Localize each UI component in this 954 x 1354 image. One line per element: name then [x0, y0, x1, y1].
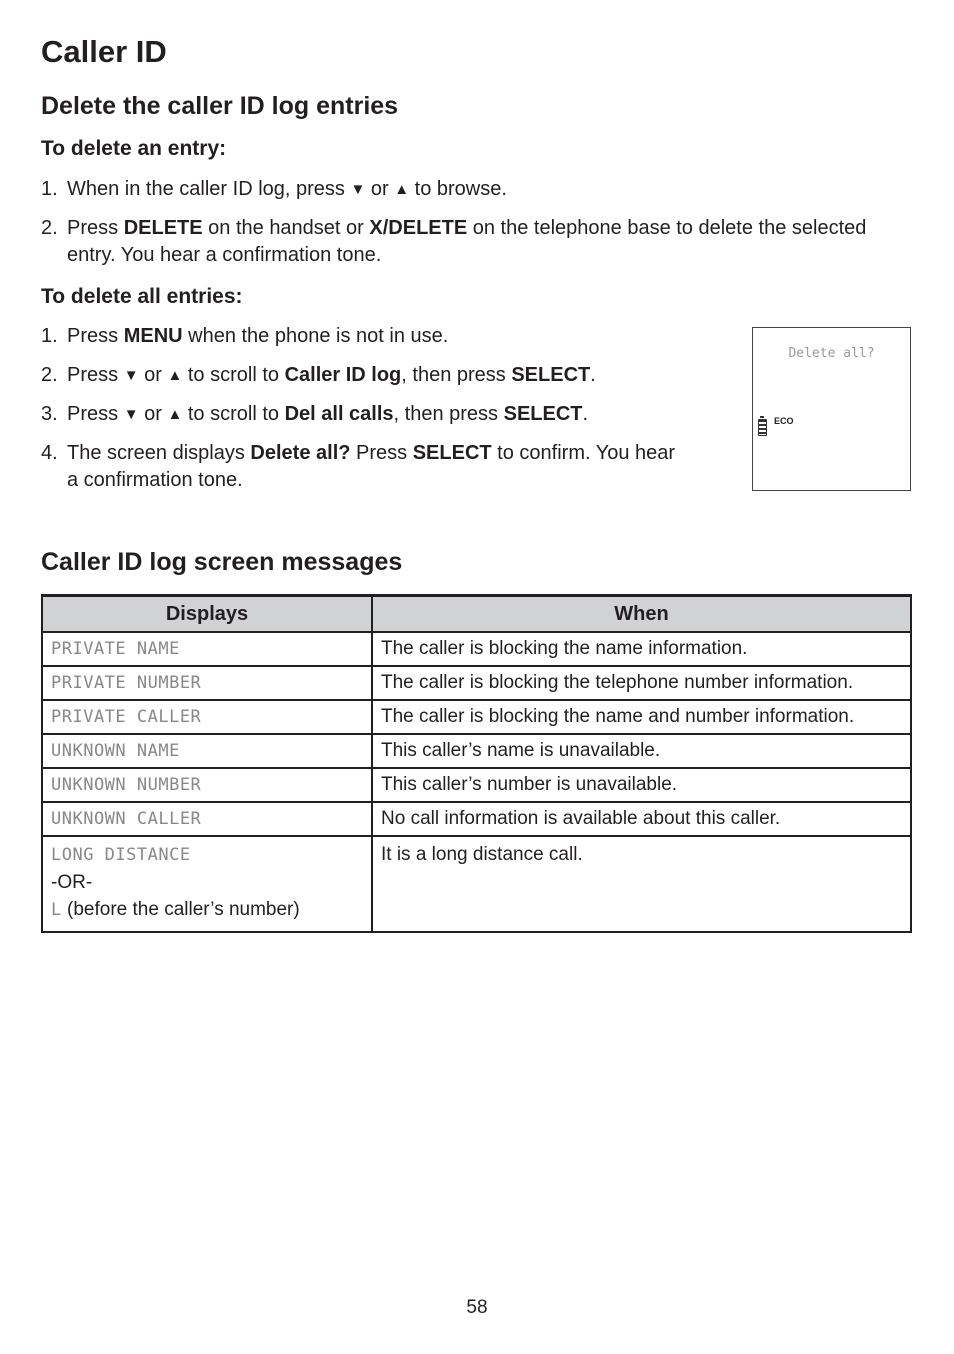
when-cell: The caller is blocking the name and number information.	[372, 700, 911, 734]
column-header-when: When	[372, 596, 911, 633]
step-number: 2.	[41, 364, 58, 386]
step	[41, 215, 901, 269]
key-term: Del all calls	[284, 403, 394, 425]
step-text-segment: Press	[350, 442, 413, 464]
step-text-segment: Press	[67, 325, 124, 347]
step-text-segment: or	[138, 364, 168, 386]
step-text	[67, 362, 721, 390]
eco-indicator: ECO	[774, 416, 794, 426]
display-text: LONG DISTANCE	[51, 845, 191, 865]
step	[41, 401, 721, 429]
long-distance-char: L	[51, 900, 62, 920]
key-term: Caller ID log	[284, 364, 402, 386]
arrow-down-icon: ▼	[123, 367, 139, 384]
step-text-segment: when the phone is not in use.	[182, 325, 449, 347]
table-row	[42, 836, 911, 932]
arrow-up-icon: ▲	[167, 406, 183, 423]
display-text: UNKNOWN NUMBER	[51, 775, 202, 795]
step-text-segment: on the telephone base to delete the selected entry. You hear a confirmation tone.	[67, 217, 867, 266]
step-text	[67, 401, 721, 429]
display-cell	[42, 836, 372, 932]
display-cell	[42, 666, 372, 700]
arrow-down-icon: ▼	[350, 181, 366, 198]
column-header-displays: Displays	[42, 596, 372, 633]
display-cell	[42, 700, 372, 734]
key-term: Delete all?	[250, 442, 351, 464]
step-text-segment: Press	[67, 217, 124, 239]
screen-text: Delete all?	[788, 346, 875, 361]
section-heading-messages: Caller ID log screen messages	[41, 548, 403, 576]
step-number: 1.	[41, 178, 58, 200]
page-number: 58	[466, 1297, 488, 1318]
step-text	[67, 176, 901, 204]
long-distance-note: (before the caller’s number)	[67, 899, 300, 920]
step-text	[67, 440, 681, 494]
or-text: -OR-	[51, 872, 93, 893]
table-row	[42, 632, 911, 666]
step-text	[67, 323, 721, 350]
when-cell: The caller is blocking the name information.	[372, 632, 911, 666]
display-cell	[42, 734, 372, 768]
table-row	[42, 666, 911, 700]
display-text: PRIVATE CALLER	[51, 707, 202, 727]
table-row	[42, 734, 911, 768]
display-cell	[42, 802, 372, 836]
display-cell	[42, 768, 372, 802]
key-term: SELECT	[412, 442, 492, 464]
display-text: UNKNOWN NAME	[51, 741, 180, 761]
step-number: 2.	[41, 217, 58, 239]
step-text-segment: Press	[67, 403, 124, 425]
step-text-segment: When in the caller ID log, press	[67, 178, 351, 200]
table-row	[42, 768, 911, 802]
step-text-segment: The screen displays	[67, 442, 251, 464]
section-heading-delete: Delete the caller ID log entries	[41, 92, 399, 120]
step-number: 1.	[41, 325, 58, 347]
table-row	[42, 802, 911, 836]
step-text-segment: to confirm. You hear a confirmation tone.	[67, 442, 676, 491]
step	[41, 440, 681, 494]
step-text-segment: .	[582, 403, 589, 425]
step-text-segment: or	[138, 403, 168, 425]
step-text-segment: .	[590, 364, 596, 386]
step-text-segment: Press	[67, 364, 124, 386]
page-title: Caller ID	[41, 34, 167, 69]
step-text-segment: , then press	[393, 403, 504, 425]
messages-table	[41, 594, 912, 933]
key-term: SELECT	[503, 403, 583, 425]
display-text: UNKNOWN CALLER	[51, 809, 202, 829]
when-cell: No call information is available about this caller.	[372, 802, 911, 836]
table-row	[42, 700, 911, 734]
battery-icon	[758, 419, 767, 436]
step-number: 3.	[41, 403, 58, 425]
step-text-segment: or	[365, 178, 395, 200]
display-text: PRIVATE NAME	[51, 639, 180, 659]
handset-screen	[752, 327, 911, 491]
step	[41, 176, 901, 204]
display-text: PRIVATE NUMBER	[51, 673, 202, 693]
when-cell: This caller’s number is unavailable.	[372, 768, 911, 802]
subheading-delete-all: To delete all entries:	[41, 285, 243, 308]
key-term: X/DELETE	[369, 217, 468, 239]
step	[41, 323, 721, 350]
step	[41, 362, 721, 390]
step-text-segment: to scroll to	[182, 403, 285, 425]
step-text	[67, 215, 901, 269]
when-cell: It is a long distance call.	[372, 836, 911, 932]
key-term: MENU	[123, 325, 183, 347]
when-cell: The caller is blocking the telephone number information.	[372, 666, 911, 700]
arrow-down-icon: ▼	[123, 406, 139, 423]
key-term: DELETE	[123, 217, 203, 239]
step-text-segment: on the handset or	[202, 217, 370, 239]
arrow-up-icon: ▲	[167, 367, 183, 384]
subheading-delete-entry: To delete an entry:	[41, 137, 227, 160]
arrow-up-icon: ▲	[394, 181, 410, 198]
key-term: SELECT	[511, 364, 591, 386]
step-text-segment: to scroll to	[182, 364, 285, 386]
step-number: 4.	[41, 442, 58, 464]
when-cell: This caller’s name is unavailable.	[372, 734, 911, 768]
table-header-row	[42, 596, 911, 633]
display-cell	[42, 632, 372, 666]
step-text-segment: , then press	[401, 364, 512, 386]
step-text-segment: to browse.	[409, 178, 507, 200]
